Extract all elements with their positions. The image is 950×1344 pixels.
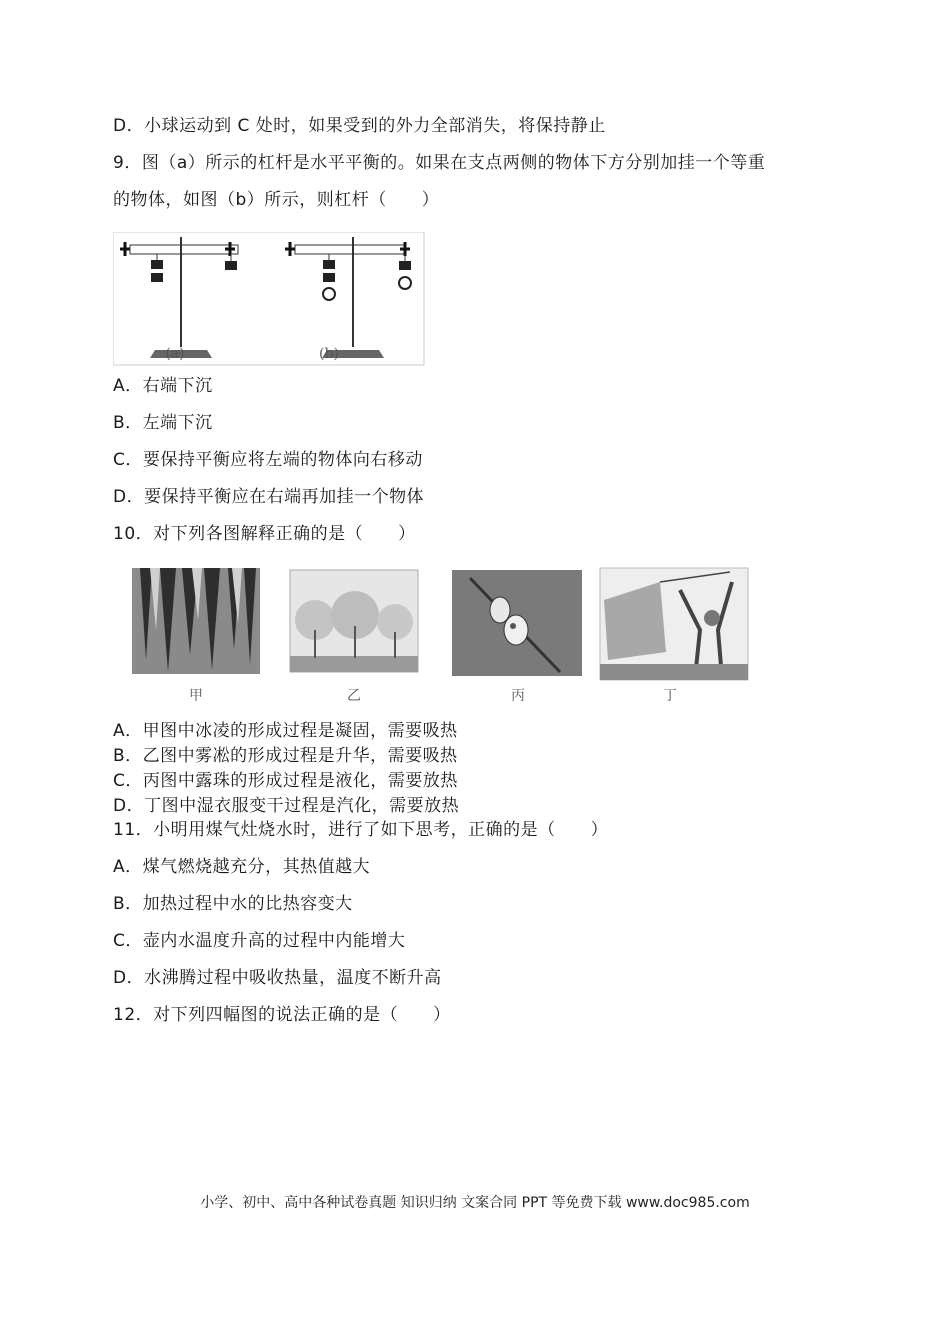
label-yi: 乙 <box>347 688 361 704</box>
q10-option-d: D．丁图中湿衣服变干过程是汽化，需要放热 <box>113 796 460 816</box>
label-jia: 甲 <box>189 688 203 704</box>
rime-tree-photo <box>290 570 418 672</box>
caption-a: (a) <box>165 346 185 362</box>
q11-option-c: C．壶内水温度升高的过程中内能增大 <box>113 931 406 951</box>
q10-option-c: C．丙图中露珠的形成过程是液化，需要放热 <box>113 771 458 791</box>
q10-photos-figure <box>120 560 755 708</box>
caption-b: (b) <box>319 346 339 362</box>
drying-clothes-photo <box>600 568 748 680</box>
label-ding: 丁 <box>663 688 677 704</box>
q9-stem-line2: 的物体，如图（b）所示，则杠杆（ ） <box>113 190 440 210</box>
q11-option-b: B．加热过程中水的比热容变大 <box>113 894 353 914</box>
q9-option-c: C．要保持平衡应将左端的物体向右移动 <box>113 450 423 470</box>
lever-figure <box>113 232 425 366</box>
q9-option-d: D．要保持平衡应在右端再加挂一个物体 <box>113 487 425 507</box>
label-bing: 丙 <box>511 688 525 704</box>
q12-stem: 12．对下列四幅图的说法正确的是（ ） <box>113 1005 451 1025</box>
q11-stem: 11．小明用煤气灶烧水时，进行了如下思考，正确的是（ ） <box>113 820 609 840</box>
dew-drop-photo <box>452 570 582 676</box>
q10-stem: 10．对下列各图解释正确的是（ ） <box>113 524 416 544</box>
q10-option-a: A．甲图中冰凌的形成过程是凝固，需要吸热 <box>113 721 458 741</box>
q11-option-d: D．水沸腾过程中吸收热量，温度不断升高 <box>113 968 442 988</box>
icicle-photo <box>132 568 260 674</box>
q10-option-b: B．乙图中雾凇的形成过程是升华，需要吸热 <box>113 746 458 766</box>
q9-option-b: B．左端下沉 <box>113 413 213 433</box>
q8-option-d: D．小球运动到 C 处时，如果受到的外力全部消失，将保持静止 <box>113 116 606 136</box>
q9-stem-line1: 9．图（a）所示的杠杆是水平平衡的。如果在支点两侧的物体下方分别加挂一个等重 <box>113 153 766 173</box>
page-footer: 小学、初中、高中各种试卷真题 知识归纳 文案合同 PPT 等免费下载 www.doc985.com <box>200 1195 750 1211</box>
q11-option-a: A．煤气燃烧越充分，其热值越大 <box>113 857 371 877</box>
q9-option-a: A．右端下沉 <box>113 376 213 396</box>
